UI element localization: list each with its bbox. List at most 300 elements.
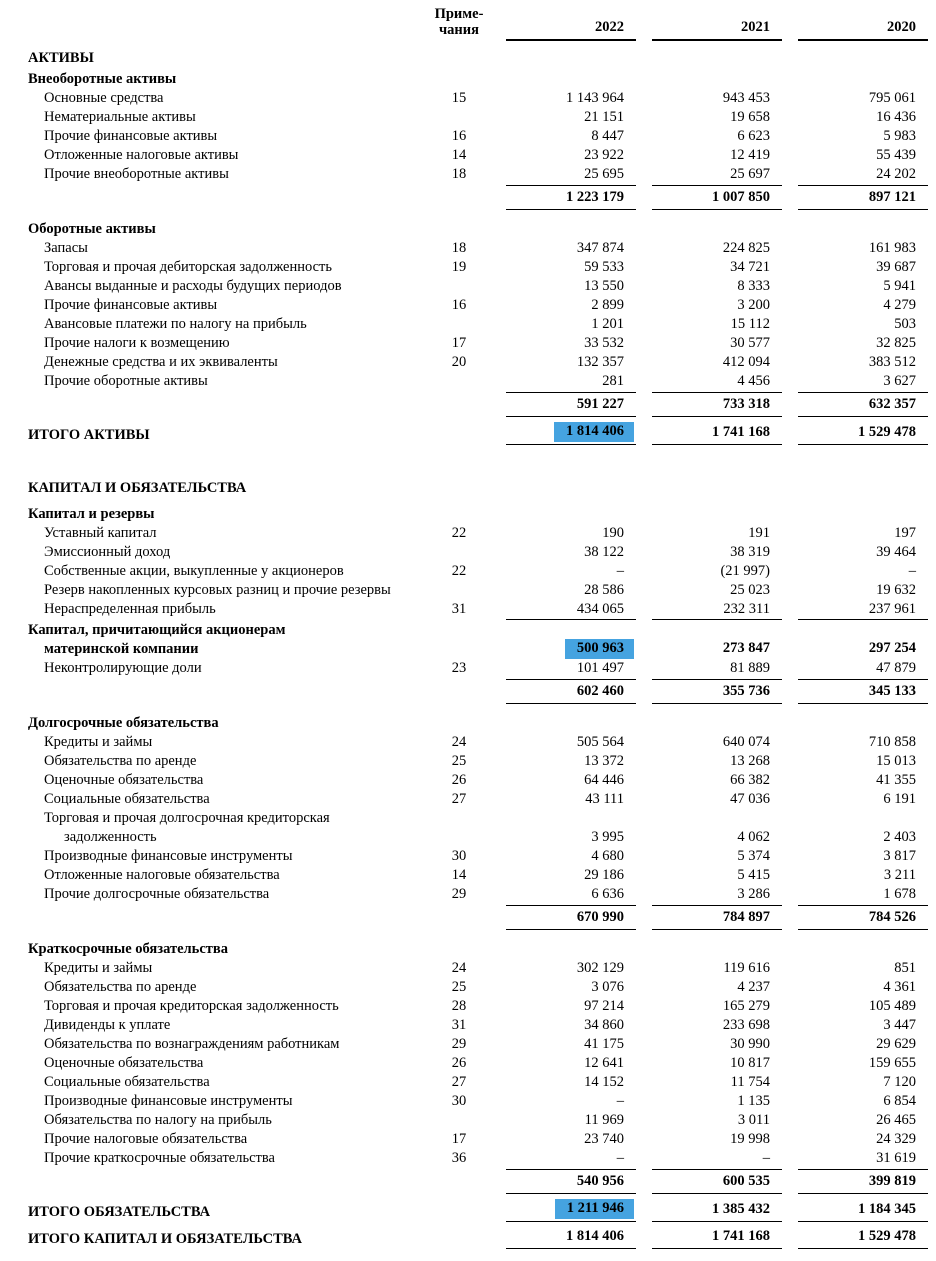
year-label: 2021 bbox=[741, 19, 770, 35]
note-reference: 14 bbox=[451, 147, 467, 163]
value-2021: 11 754 bbox=[730, 1074, 770, 1090]
value-2020: 105 489 bbox=[868, 998, 916, 1014]
note-reference: 23 bbox=[451, 660, 467, 676]
line-item-row bbox=[28, 809, 928, 847]
line-item-row bbox=[28, 258, 928, 277]
year-header-2021 bbox=[636, 6, 782, 41]
value-2022: 12 641 bbox=[584, 1055, 624, 1071]
row-label: Прочие оборотные активы bbox=[44, 373, 208, 389]
row-label bbox=[28, 391, 428, 417]
line-item-row bbox=[28, 790, 928, 809]
value-2020: 47 879 bbox=[876, 660, 916, 676]
value-2021 bbox=[636, 938, 782, 959]
line-item-row bbox=[28, 239, 928, 258]
note-reference: 27 bbox=[451, 1074, 467, 1090]
value-2022: 281 bbox=[602, 373, 624, 389]
row-label: АКТИВЫ bbox=[28, 50, 94, 66]
row-label: Производные финансовые инструменты bbox=[44, 1093, 293, 1109]
value-2021: 1 007 850 bbox=[636, 184, 782, 210]
line-item-row bbox=[28, 146, 928, 165]
value-2021: 8 333 bbox=[737, 278, 770, 294]
value-2022 bbox=[490, 503, 636, 524]
value-2021: 19 658 bbox=[730, 109, 770, 125]
value-2020: 2 403 bbox=[883, 829, 916, 845]
value-2020: 784 526 bbox=[782, 904, 928, 930]
note-reference: 15 bbox=[451, 90, 467, 106]
line-item-row bbox=[28, 1149, 928, 1168]
row-label: Дивиденды к уплате bbox=[44, 1017, 171, 1033]
line-item-row bbox=[28, 771, 928, 790]
note-reference: 22 bbox=[451, 525, 467, 541]
value-2020: 1 529 478 bbox=[782, 417, 928, 445]
row-label: Капитал и резервы bbox=[28, 506, 155, 522]
value-2021: 3 011 bbox=[737, 1112, 770, 1128]
note-reference bbox=[428, 391, 490, 417]
note-reference: 16 bbox=[451, 297, 467, 313]
subtotal-row bbox=[28, 1168, 928, 1194]
value-2021: 5 415 bbox=[737, 867, 770, 883]
row-label: Торговая и прочая дебиторская задолженность bbox=[44, 259, 332, 275]
value-2021: 15 112 bbox=[730, 316, 770, 332]
value-2020 bbox=[782, 938, 928, 959]
value-2021 bbox=[636, 471, 782, 498]
value-2021: 25 023 bbox=[730, 582, 770, 598]
value-2022: 64 446 bbox=[584, 772, 624, 788]
value-2022: 101 497 bbox=[576, 660, 624, 676]
value-2022 bbox=[490, 619, 636, 659]
spacer-cell bbox=[28, 930, 928, 938]
value-2020 bbox=[782, 68, 928, 89]
note-reference: 17 bbox=[451, 1131, 467, 1147]
line-item-row bbox=[28, 978, 928, 997]
note-reference bbox=[428, 1168, 490, 1194]
row-label: Долгосрочные обязательства bbox=[28, 715, 219, 731]
value-2022: 505 564 bbox=[576, 734, 624, 750]
subsection-header-row bbox=[28, 712, 928, 733]
value-2021: 640 074 bbox=[722, 734, 770, 750]
value-2020: 297 254 bbox=[782, 619, 928, 659]
value-2020 bbox=[782, 712, 928, 733]
note-reference: 24 bbox=[451, 960, 467, 976]
row-label: Оценочные обязательства bbox=[44, 772, 204, 788]
value-2021: 10 817 bbox=[730, 1055, 770, 1071]
line-item-row bbox=[28, 1073, 928, 1092]
line-item-row bbox=[28, 353, 928, 372]
value-2021: 4 237 bbox=[737, 979, 770, 995]
column-headers-row bbox=[28, 6, 928, 41]
note-reference bbox=[428, 315, 490, 334]
value-2022: 41 175 bbox=[584, 1036, 624, 1052]
value-2021 bbox=[636, 41, 782, 68]
line-item-row bbox=[28, 997, 928, 1016]
line-item-row bbox=[28, 1054, 928, 1073]
value-2020: 159 655 bbox=[868, 1055, 916, 1071]
year-label: 2022 bbox=[595, 19, 624, 35]
note-reference: 25 bbox=[451, 979, 467, 995]
year-label: 2020 bbox=[887, 19, 916, 35]
note-reference bbox=[428, 68, 490, 89]
value-2020: 897 121 bbox=[782, 184, 928, 210]
line-item-row bbox=[28, 1092, 928, 1111]
value-2022: 6 636 bbox=[591, 886, 624, 902]
value-2020: 15 013 bbox=[876, 753, 916, 769]
value-2021: 943 453 bbox=[722, 90, 770, 106]
value-2022: 23 740 bbox=[584, 1131, 624, 1147]
value-2021: 4 062 bbox=[737, 829, 770, 845]
note-reference bbox=[428, 108, 490, 127]
value-2022: 3 995 bbox=[591, 829, 624, 845]
line-item-row bbox=[28, 733, 928, 752]
subsection-header-row bbox=[28, 938, 928, 959]
value-2021: – bbox=[762, 1150, 770, 1166]
note-reference bbox=[428, 218, 490, 239]
note-reference: 36 bbox=[451, 1150, 467, 1166]
value-2020: 41 355 bbox=[876, 772, 916, 788]
total-row bbox=[28, 1222, 928, 1249]
note-reference: 30 bbox=[451, 848, 467, 864]
value-2020: 3 627 bbox=[883, 373, 916, 389]
value-2022: 540 956 bbox=[490, 1168, 636, 1194]
row-label: Прочие краткосрочные обязательства bbox=[44, 1150, 275, 1166]
value-2020 bbox=[782, 503, 928, 524]
row-label: Обязательства по аренде bbox=[44, 979, 197, 995]
spacer-row bbox=[28, 930, 928, 938]
row-label: Прочие долгосрочные обязательства bbox=[44, 886, 270, 902]
note-reference: 20 bbox=[451, 354, 467, 370]
value-2022: 14 152 bbox=[584, 1074, 624, 1090]
note-reference bbox=[428, 1222, 490, 1249]
line-item-row bbox=[28, 127, 928, 146]
value-2022: 190 bbox=[602, 525, 624, 541]
note-reference: 22 bbox=[451, 563, 467, 579]
line-item-row bbox=[28, 296, 928, 315]
value-2021: 1 741 168 bbox=[636, 417, 782, 445]
row-label bbox=[28, 678, 428, 704]
value-2021: (21 997) bbox=[720, 563, 770, 579]
value-2020: 24 329 bbox=[876, 1131, 916, 1147]
year-header-2020 bbox=[782, 6, 928, 41]
note-reference: 16 bbox=[451, 128, 467, 144]
note-reference: 28 bbox=[451, 998, 467, 1014]
value-2020: 197 bbox=[894, 525, 916, 541]
value-2022 bbox=[490, 218, 636, 239]
line-item-row bbox=[28, 847, 928, 866]
value-2021 bbox=[636, 712, 782, 733]
value-2022: 11 969 bbox=[584, 1112, 624, 1128]
value-2022 bbox=[490, 471, 636, 498]
value-2020 bbox=[782, 471, 928, 498]
value-2022: 347 874 bbox=[576, 240, 624, 256]
value-2021: 81 889 bbox=[730, 660, 770, 676]
line-item-row bbox=[28, 165, 928, 184]
row-label: Нематериальные активы bbox=[44, 109, 196, 125]
note-reference bbox=[428, 372, 490, 391]
value-2021: 47 036 bbox=[730, 791, 770, 807]
note-reference: 25 bbox=[451, 753, 467, 769]
line-item-row bbox=[28, 659, 928, 678]
subsection-header-row bbox=[28, 218, 928, 239]
row-label: Социальные обязательства bbox=[44, 1074, 210, 1090]
row-label: Резерв накопленных курсовых разниц и прочие резервы bbox=[44, 582, 391, 598]
value-2021: 3 200 bbox=[737, 297, 770, 313]
value-2021: 25 697 bbox=[730, 166, 770, 182]
row-label bbox=[28, 904, 428, 930]
note-reference bbox=[428, 471, 490, 498]
value-2022: 1 223 179 bbox=[490, 184, 636, 210]
row-label: Обязательства по налогу на прибыль bbox=[44, 1112, 272, 1128]
value-2020: 383 512 bbox=[868, 354, 916, 370]
row-label: Внеоборотные активы bbox=[28, 71, 177, 87]
row-label bbox=[28, 184, 428, 210]
value-2021: 12 419 bbox=[730, 147, 770, 163]
row-label: ИТОГО КАПИТАЛ И ОБЯЗАТЕЛЬСТВА bbox=[28, 1231, 302, 1247]
value-2022: 302 129 bbox=[576, 960, 624, 976]
note-reference bbox=[428, 712, 490, 733]
value-2022: 28 586 bbox=[584, 582, 624, 598]
line-item-row bbox=[28, 562, 928, 581]
line-item-row bbox=[28, 581, 928, 600]
value-2022: – bbox=[616, 1093, 624, 1109]
value-2020: 851 bbox=[894, 960, 916, 976]
value-2022: 43 111 bbox=[585, 791, 624, 807]
row-label: Неконтролирующие доли bbox=[44, 660, 202, 676]
value-2020: 161 983 bbox=[868, 240, 916, 256]
note-reference bbox=[428, 1194, 490, 1222]
value-2021 bbox=[636, 68, 782, 89]
spacer-row bbox=[28, 445, 928, 471]
value-2021: 5 374 bbox=[737, 848, 770, 864]
note-reference bbox=[428, 543, 490, 562]
value-2022 bbox=[490, 712, 636, 733]
value-2022: 13 372 bbox=[584, 753, 624, 769]
note-reference: 26 bbox=[451, 772, 467, 788]
value-2022: 1 143 964 bbox=[566, 90, 624, 106]
row-label: Капитал, причитающийся акционерам материнской компании bbox=[28, 622, 286, 657]
value-2021: 1 385 432 bbox=[636, 1194, 782, 1222]
row-label: КАПИТАЛ И ОБЯЗАТЕЛЬСТВА bbox=[28, 480, 247, 496]
row-label: Обязательства по вознаграждениям работникам bbox=[44, 1036, 340, 1052]
value-2021: 412 094 bbox=[722, 354, 770, 370]
subtotal-row bbox=[28, 391, 928, 417]
note-reference bbox=[428, 417, 490, 445]
line-item-row bbox=[28, 866, 928, 885]
line-item-row bbox=[28, 334, 928, 353]
value-2020 bbox=[782, 41, 928, 68]
value-2020: 31 619 bbox=[876, 1150, 916, 1166]
note-reference: 27 bbox=[451, 791, 467, 807]
value-2022: 132 357 bbox=[576, 354, 624, 370]
line-item-row bbox=[28, 277, 928, 296]
value-2020: 3 447 bbox=[883, 1017, 916, 1033]
line-item-row bbox=[28, 1035, 928, 1054]
row-label: Оборотные активы bbox=[28, 221, 156, 237]
spacer-row bbox=[28, 704, 928, 712]
row-label: Эмиссионный доход bbox=[44, 544, 171, 560]
value-2020: 6 854 bbox=[883, 1093, 916, 1109]
value-2022: 670 990 bbox=[490, 904, 636, 930]
value-2021: 30 577 bbox=[730, 335, 770, 351]
row-label: Краткосрочные обязательства bbox=[28, 941, 228, 957]
value-2020: 19 632 bbox=[876, 582, 916, 598]
row-label: Денежные средства и их эквиваленты bbox=[44, 354, 278, 370]
value-2022: 25 695 bbox=[584, 166, 624, 182]
value-2021: 38 319 bbox=[730, 544, 770, 560]
value-2021: 784 897 bbox=[636, 904, 782, 930]
value-2020: 55 439 bbox=[876, 147, 916, 163]
subtotal-row bbox=[28, 678, 928, 704]
value-2021: 273 847 bbox=[636, 619, 782, 659]
value-2021: 34 721 bbox=[730, 259, 770, 275]
spacer-cell bbox=[28, 704, 928, 712]
line-item-row bbox=[28, 1111, 928, 1130]
note-reference: 31 bbox=[451, 601, 467, 617]
value-2022: 4 680 bbox=[591, 848, 624, 864]
note-reference bbox=[428, 809, 490, 847]
value-2020: 1 678 bbox=[883, 886, 916, 902]
equity-attributable-row bbox=[28, 619, 928, 659]
value-2022: 97 214 bbox=[584, 998, 624, 1014]
subtotal-row bbox=[28, 904, 928, 930]
value-2020: 795 061 bbox=[868, 90, 916, 106]
value-2021: 66 382 bbox=[730, 772, 770, 788]
note-reference bbox=[428, 678, 490, 704]
line-item-row bbox=[28, 89, 928, 108]
value-2022: 591 227 bbox=[490, 391, 636, 417]
line-item-row bbox=[28, 600, 928, 619]
note-reference: 24 bbox=[451, 734, 467, 750]
value-2020: 7 120 bbox=[883, 1074, 916, 1090]
row-label bbox=[28, 1168, 428, 1194]
subsection-header-row bbox=[28, 503, 928, 524]
value-2022: 23 922 bbox=[584, 147, 624, 163]
value-2022: 1 814 406 bbox=[490, 1222, 636, 1249]
value-2020: 4 361 bbox=[883, 979, 916, 995]
value-2021 bbox=[636, 218, 782, 239]
value-2022 bbox=[490, 41, 636, 68]
value-2020: 16 436 bbox=[876, 109, 916, 125]
value-2020: 29 629 bbox=[876, 1036, 916, 1052]
note-reference bbox=[428, 277, 490, 296]
value-2020: 5 983 bbox=[883, 128, 916, 144]
value-2020: 399 819 bbox=[782, 1168, 928, 1194]
balance-sheet-rows bbox=[28, 41, 928, 1249]
row-label: Нераспределенная прибыль bbox=[44, 601, 216, 617]
value-2021: 119 616 bbox=[723, 960, 770, 976]
note-reference bbox=[428, 904, 490, 930]
value-2021: 600 535 bbox=[636, 1168, 782, 1194]
value-2021: 19 998 bbox=[730, 1131, 770, 1147]
value-2022: 29 186 bbox=[584, 867, 624, 883]
value-2020: 3 817 bbox=[883, 848, 916, 864]
row-label: Оценочные обязательства bbox=[44, 1055, 204, 1071]
value-2021: 233 698 bbox=[722, 1017, 770, 1033]
section-header-row bbox=[28, 471, 928, 498]
note-reference bbox=[428, 184, 490, 210]
value-2022: 8 447 bbox=[591, 128, 624, 144]
row-label: Прочие налоговые обязательства bbox=[44, 1131, 248, 1147]
note-reference: 18 bbox=[451, 166, 467, 182]
value-2020: 1 529 478 bbox=[782, 1222, 928, 1249]
value-2021: 355 736 bbox=[636, 678, 782, 704]
value-2022: 602 460 bbox=[490, 678, 636, 704]
value-2021: 191 bbox=[748, 525, 770, 541]
notes-header-line1: Приме- bbox=[434, 6, 484, 22]
row-label: ИТОГО АКТИВЫ bbox=[28, 427, 150, 443]
value-2022: 59 533 bbox=[584, 259, 624, 275]
note-reference: 14 bbox=[451, 867, 467, 883]
value-2020: 632 357 bbox=[782, 391, 928, 417]
line-item-row bbox=[28, 524, 928, 543]
row-label: Обязательства по аренде bbox=[44, 753, 197, 769]
value-2021 bbox=[636, 503, 782, 524]
value-2022: – bbox=[616, 1150, 624, 1166]
spacer-cell bbox=[28, 445, 928, 471]
row-label: Запасы bbox=[44, 240, 88, 256]
highlighted-value: 1 211 946 bbox=[555, 1199, 634, 1219]
note-reference bbox=[428, 581, 490, 600]
value-2022: 38 122 bbox=[584, 544, 624, 560]
balance-sheet-table bbox=[28, 6, 928, 1249]
value-2022: 1 201 bbox=[591, 316, 624, 332]
line-item-row bbox=[28, 959, 928, 978]
value-2020: 237 961 bbox=[868, 601, 916, 617]
row-label: ИТОГО ОБЯЗАТЕЛЬСТВА bbox=[28, 1204, 211, 1220]
value-2020: 6 191 bbox=[883, 791, 916, 807]
row-label: Производные финансовые инструменты bbox=[44, 848, 293, 864]
note-reference bbox=[428, 503, 490, 524]
row-label: Кредиты и займы bbox=[44, 960, 153, 976]
value-2022 bbox=[490, 1194, 636, 1222]
value-2020: 345 133 bbox=[782, 678, 928, 704]
value-2022: 13 550 bbox=[584, 278, 624, 294]
value-2020: 710 858 bbox=[868, 734, 916, 750]
value-2021: 165 279 bbox=[722, 998, 770, 1014]
value-2020: 3 211 bbox=[883, 867, 916, 883]
value-2020: 1 184 345 bbox=[782, 1194, 928, 1222]
note-reference bbox=[428, 619, 490, 659]
line-item-row bbox=[28, 1016, 928, 1035]
note-reference bbox=[428, 41, 490, 68]
row-label: Прочие финансовые активы bbox=[44, 297, 218, 313]
row-label: Прочие финансовые активы bbox=[44, 128, 218, 144]
value-2020: 24 202 bbox=[876, 166, 916, 182]
row-label: Отложенные налоговые активы bbox=[44, 147, 239, 163]
note-reference: 30 bbox=[451, 1093, 467, 1109]
value-2022: 33 532 bbox=[584, 335, 624, 351]
value-2020: 32 825 bbox=[876, 335, 916, 351]
note-reference: 18 bbox=[451, 240, 467, 256]
value-2021: 3 286 bbox=[737, 886, 770, 902]
total-row bbox=[28, 417, 928, 445]
line-item-row bbox=[28, 885, 928, 904]
note-reference: 26 bbox=[451, 1055, 467, 1071]
value-2022: 34 860 bbox=[584, 1017, 624, 1033]
empty-header-cell bbox=[28, 6, 428, 41]
total-row bbox=[28, 1194, 928, 1222]
note-reference: 29 bbox=[451, 1036, 467, 1052]
row-label: Прочие внеоборотные активы bbox=[44, 166, 229, 182]
value-2020: 39 687 bbox=[876, 259, 916, 275]
note-reference bbox=[428, 938, 490, 959]
value-2021: 733 318 bbox=[636, 391, 782, 417]
row-label: Торговая и прочая долгосрочная кредиторская задолженность bbox=[44, 810, 330, 845]
line-item-row bbox=[28, 372, 928, 391]
value-2022: 21 151 bbox=[584, 109, 624, 125]
value-2021: 4 456 bbox=[737, 373, 770, 389]
value-2021: 1 135 bbox=[737, 1093, 770, 1109]
note-reference: 29 bbox=[451, 886, 467, 902]
value-2021: 6 623 bbox=[737, 128, 770, 144]
